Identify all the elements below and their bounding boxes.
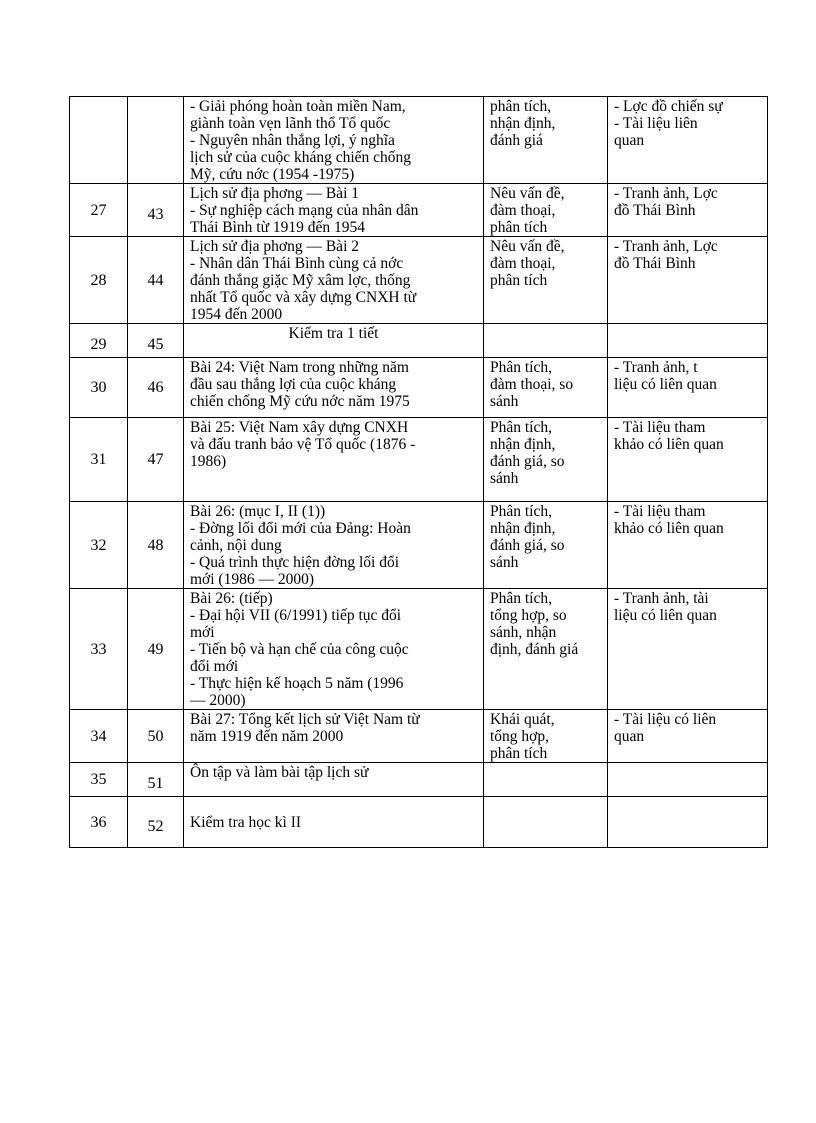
method-cell: Phân tích, nhận định, đánh giá, so sánh bbox=[484, 502, 608, 589]
week-cell: 35 bbox=[70, 763, 128, 797]
content-cell: Lịch sử địa phơng — Bài 2 - Nhân dân Thái Bình cùng cả nớc đánh thắng giặc Mỹ xâm lợc, thống nhất Tổ quốc và xây dựng CNXH từ 1954 đến 2000 bbox=[184, 237, 484, 324]
content-cell: Lịch sử địa phơng — Bài 1 - Sự nghiệp cách mạng của nhân dân Thái Bình từ 1919 đến 1954 bbox=[184, 184, 484, 237]
content-cell: Kiểm tra 1 tiết bbox=[184, 324, 484, 358]
content-cell: Bài 25: Việt Nam xây dựng CNXH và đấu tranh bảo vệ Tổ quốc (1876 - 1986) bbox=[184, 418, 484, 502]
method-cell: Phân tích, nhận định, đánh giá, so sánh bbox=[484, 418, 608, 502]
lesson-cell: 45 bbox=[128, 324, 184, 358]
table-row bbox=[70, 97, 768, 184]
materials-cell: - Tài liệu tham khảo có liên quan bbox=[608, 502, 768, 589]
table-row bbox=[70, 589, 768, 710]
method-cell bbox=[484, 763, 608, 797]
method-cell bbox=[484, 324, 608, 358]
table-row bbox=[70, 710, 768, 763]
week-cell bbox=[70, 97, 128, 184]
week-cell: 30 bbox=[70, 358, 128, 418]
method-cell: Nêu vấn đề, đàm thoại, phân tích bbox=[484, 184, 608, 237]
lesson-plan-table bbox=[69, 96, 768, 848]
lesson-cell: 47 bbox=[128, 418, 184, 502]
lesson-cell: 43 bbox=[128, 184, 184, 237]
lesson-cell: 44 bbox=[128, 237, 184, 324]
week-cell: 36 bbox=[70, 797, 128, 848]
table-row bbox=[70, 502, 768, 589]
lesson-cell: 52 bbox=[128, 797, 184, 848]
method-cell: Khái quát, tổng hợp, phân tích bbox=[484, 710, 608, 763]
content-cell: Ôn tập và làm bài tập lịch sử bbox=[184, 763, 484, 797]
materials-cell bbox=[608, 763, 768, 797]
materials-cell: - Lợc đồ chiến sự - Tài liệu liên quan bbox=[608, 97, 768, 184]
table-row bbox=[70, 237, 768, 324]
method-cell bbox=[484, 797, 608, 848]
week-cell: 31 bbox=[70, 418, 128, 502]
content-cell: Bài 24: Việt Nam trong những năm đầu sau thắng lợi của cuộc kháng chiến chống Mỹ cứu nớc năm 1975 bbox=[184, 358, 484, 418]
method-cell: Phân tích, tổng hợp, so sánh, nhận định, đánh giá bbox=[484, 589, 608, 710]
lesson-cell bbox=[128, 97, 184, 184]
method-cell: Nêu vấn đề, đàm thoại, phân tích bbox=[484, 237, 608, 324]
materials-cell: - Tranh ảnh, Lợc đồ Thái Bình bbox=[608, 237, 768, 324]
lesson-cell: 51 bbox=[128, 763, 184, 797]
content-cell: Bài 27: Tổng kết lịch sử Việt Nam từ năm 1919 đến năm 2000 bbox=[184, 710, 484, 763]
lesson-cell: 49 bbox=[128, 589, 184, 710]
week-cell: 32 bbox=[70, 502, 128, 589]
table-row bbox=[70, 358, 768, 418]
materials-cell: - Tranh ảnh, Lợc đồ Thái Bình bbox=[608, 184, 768, 237]
table-row bbox=[70, 763, 768, 797]
materials-cell: - Tài liệu tham khảo có liên quan bbox=[608, 418, 768, 502]
week-cell: 28 bbox=[70, 237, 128, 324]
table-row bbox=[70, 797, 768, 848]
content-cell: Bài 26: (mục I, II (1)) - Đờng lối đổi mới của Đảng: Hoàn cảnh, nội dung - Quá trình thực hiện đờng lối đổi mới (1986 — 2000) bbox=[184, 502, 484, 589]
materials-cell: - Tranh ảnh, t liệu có liên quan bbox=[608, 358, 768, 418]
materials-cell bbox=[608, 324, 768, 358]
table-row bbox=[70, 418, 768, 502]
lesson-cell: 50 bbox=[128, 710, 184, 763]
table-row bbox=[70, 324, 768, 358]
materials-cell: - Tài liệu có liên quan bbox=[608, 710, 768, 763]
materials-cell bbox=[608, 797, 768, 848]
table-row bbox=[70, 184, 768, 237]
week-cell: 29 bbox=[70, 324, 128, 358]
content-cell: - Giải phóng hoàn toàn miền Nam, giành toàn vẹn lãnh thổ Tổ quốc - Nguyên nhân thắng lợi, ý nghĩa lịch sử của cuộc kháng chiến chống Mỹ, cứu nớc (1954 -1975) bbox=[184, 97, 484, 184]
method-cell: phân tích, nhận định, đánh giá bbox=[484, 97, 608, 184]
lesson-cell: 46 bbox=[128, 358, 184, 418]
content-cell: Kiểm tra học kì II bbox=[184, 797, 484, 848]
method-cell: Phân tích, đàm thoại, so sánh bbox=[484, 358, 608, 418]
content-cell: Bài 26: (tiếp) - Đại hội VII (6/1991) tiếp tục đổi mới - Tiến bộ và hạn chế của công cuộc đổi mới - Thực hiện kế hoạch 5 năm (1996 — 2000) bbox=[184, 589, 484, 710]
week-cell: 34 bbox=[70, 710, 128, 763]
week-cell: 27 bbox=[70, 184, 128, 237]
lesson-cell: 48 bbox=[128, 502, 184, 589]
materials-cell: - Tranh ảnh, tài liệu có liên quan bbox=[608, 589, 768, 710]
week-cell: 33 bbox=[70, 589, 128, 710]
